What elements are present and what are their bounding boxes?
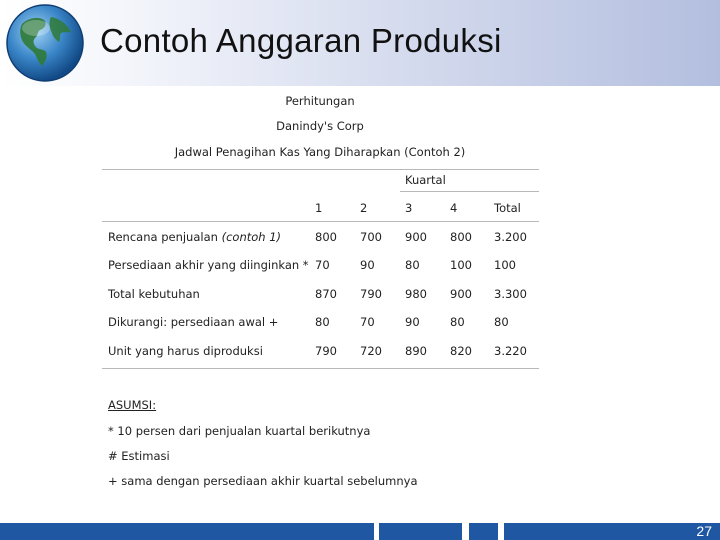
table-cell: 80 (494, 315, 509, 329)
column-header: 2 (360, 201, 368, 215)
assumption-note: # Estimasi (108, 449, 170, 463)
table-row-label: Rencana penjualan (contoh 1) (108, 230, 282, 244)
table-cell: 100 (450, 258, 472, 272)
table-cell: 790 (315, 344, 337, 358)
table-cell: 90 (360, 258, 375, 272)
table-cell: 800 (450, 230, 472, 244)
table-cell: 720 (360, 344, 382, 358)
doc-heading-perhitungan: Perhitungan (285, 94, 355, 108)
footer-divider (374, 523, 379, 540)
footer-divider (498, 523, 504, 540)
table-cell: 820 (450, 344, 472, 358)
table-cell: 80 (405, 258, 420, 272)
column-header: Total (494, 201, 521, 215)
table-cell: 80 (315, 315, 330, 329)
assumption-note: * 10 persen dari penjualan kuartal berikutnya (108, 424, 371, 438)
doc-heading-schedule: Jadwal Penagihan Kas Yang Diharapkan (Contoh 2) (174, 145, 466, 159)
page-number: 27 (696, 523, 712, 539)
table-row-label: Unit yang harus diproduksi (108, 344, 263, 358)
slide-title: Contoh Anggaran Produksi (100, 22, 502, 59)
group-header-kuartal: Kuartal (405, 173, 446, 187)
header-bottom-rule (102, 221, 539, 222)
footer-divider (462, 523, 469, 540)
table-row-label: Dikurangi: persediaan awal + (108, 315, 279, 329)
column-header: 4 (450, 201, 458, 215)
table-top-rule (102, 169, 539, 170)
table-cell: 3.200 (494, 230, 527, 244)
table-cell: 70 (315, 258, 330, 272)
assumption-note: + sama dengan persediaan akhir kuartal sebelumnya (108, 474, 418, 488)
table-cell: 790 (360, 287, 382, 301)
table-cell: 3.300 (494, 287, 527, 301)
group-header-rule (400, 191, 539, 192)
footer-bar (0, 523, 720, 540)
table-cell: 3.220 (494, 344, 527, 358)
assumptions-heading: ASUMSI: (108, 398, 157, 412)
table-cell: 900 (450, 287, 472, 301)
table-cell: 900 (405, 230, 427, 244)
column-header: 3 (405, 201, 413, 215)
table-cell: 70 (360, 315, 375, 329)
table-row-label: Persediaan akhir yang diinginkan * (108, 258, 309, 272)
table-cell: 800 (315, 230, 337, 244)
table-bottom-rule (102, 368, 539, 369)
table-row-label: Total kebutuhan (108, 287, 200, 301)
table-cell: 700 (360, 230, 382, 244)
table-cell: 90 (405, 315, 420, 329)
column-header: 1 (315, 201, 323, 215)
table-cell: 870 (315, 287, 337, 301)
table-cell: 80 (450, 315, 465, 329)
doc-heading-company: Danindy's Corp (276, 119, 364, 133)
table-cell: 890 (405, 344, 427, 358)
table-cell: 980 (405, 287, 427, 301)
table-cell: 100 (494, 258, 516, 272)
